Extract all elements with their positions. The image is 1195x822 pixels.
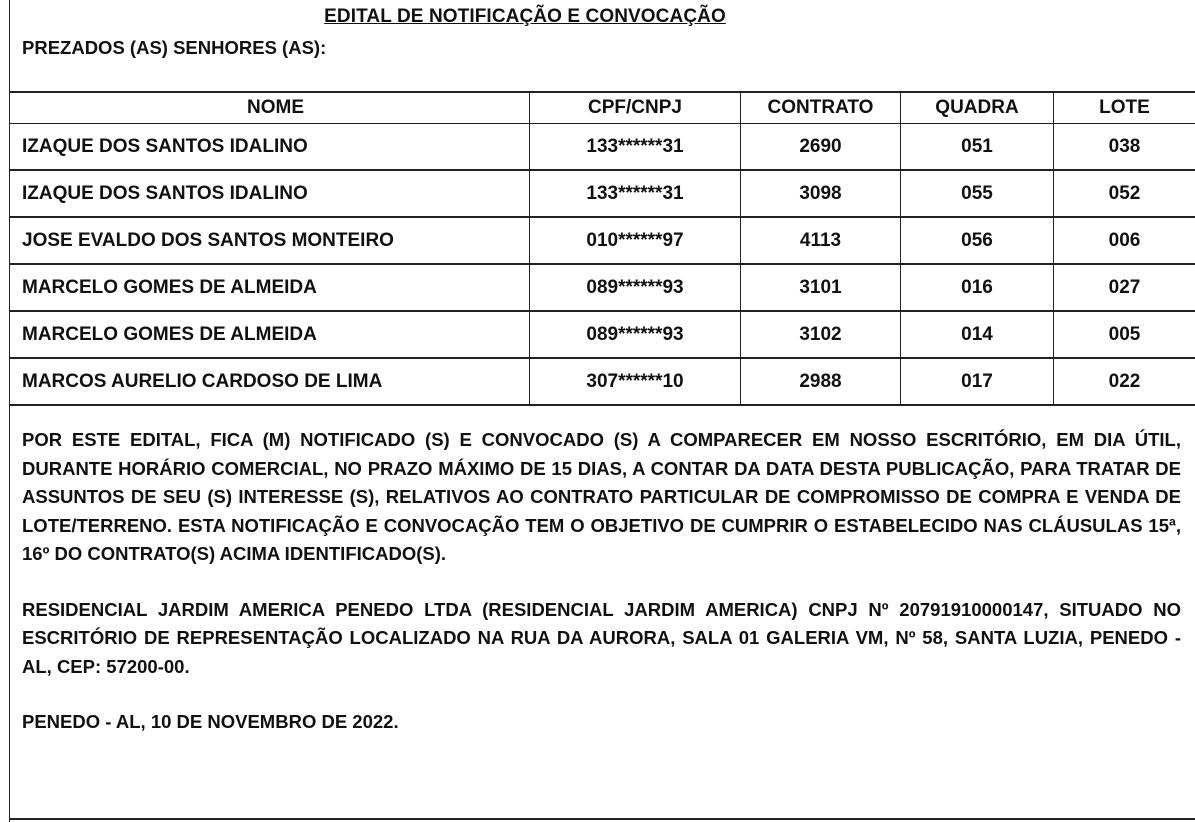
header-name: NOME — [10, 93, 530, 124]
cell-contrato: 3098 — [741, 170, 901, 217]
cell-quadra: 017 — [901, 358, 1054, 405]
cell-cpf: 307******10 — [530, 358, 741, 405]
cell-cpf: 133******31 — [530, 170, 741, 217]
cell-name: JOSE EVALDO DOS SANTOS MONTEIRO — [10, 217, 530, 264]
header-lote: LOTE — [1054, 93, 1195, 124]
header-cpf: CPF/CNPJ — [530, 93, 741, 124]
cell-name: IZAQUE DOS SANTOS IDALINO — [10, 170, 530, 217]
cell-lote: 022 — [1054, 358, 1195, 405]
body-text — [22, 426, 1181, 764]
cell-quadra: 051 — [901, 124, 1054, 171]
cell-lote: 052 — [1054, 170, 1195, 217]
cell-quadra: 055 — [901, 170, 1054, 217]
notification-table — [9, 93, 1195, 406]
cell-contrato: 3102 — [741, 311, 901, 358]
header-contrato: CONTRATO — [741, 93, 901, 124]
cell-quadra: 014 — [901, 311, 1054, 358]
header-quadra: QUADRA — [901, 93, 1054, 124]
cell-contrato: 3101 — [741, 264, 901, 311]
bottom-divider — [9, 818, 1195, 820]
notice-paragraph: POR ESTE EDITAL, FICA (M) NOTIFICADO (S) E CONVOCADO (S) A COMPARECER EM NOSSO ESCRITÓRIO, EM DIA ÚTIL, DURANTE HORÁRIO COMERCIAL, NO PRAZO MÁXIMO DE 15 DIAS, A CONTAR DA DATA DESTA PUBLICAÇÃO, PARA TRATAR DE ASSUNTOS DE SEU (S) INTERESSE (S), RELATIVOS AO CONTRATO PARTICULAR DE COMPROMISSO DE COMPRA E VENDA DE LOTE/TERRENO. ESTA NOTIFICAÇÃO E CONVOCAÇÃO TEM O OBJETIVO DE CUMPRIR O ESTABELECIDO NAS CLÁUSULAS 15ª, 16º DO CONTRATO(S) ACIMA IDENTIFICADO(S). — [22, 429, 1181, 564]
company-paragraph: RESIDENCIAL JARDIM AMERICA PENEDO LTDA (RESIDENCIAL JARDIM AMERICA) CNPJ Nº 20791910000147, SITUADO NO ESCRITÓRIO DE REPRESENTAÇÃO LOCALIZADO NA RUA DA AURORA, SALA 01 GALERIA VM, Nº 58, SANTA LUZIA, PENEDO - AL, CEP: 57200-00. — [22, 598, 1181, 677]
document-title: EDITAL DE NOTIFICAÇÃO E CONVOCAÇÃO — [324, 6, 726, 27]
table-row — [10, 311, 1195, 358]
cell-cpf: 089******93 — [530, 311, 741, 358]
cell-cpf: 089******93 — [530, 264, 741, 311]
cell-name: MARCELO GOMES DE ALMEIDA — [10, 311, 530, 358]
cell-contrato: 2690 — [741, 124, 901, 171]
cell-name: MARCELO GOMES DE ALMEIDA — [10, 264, 530, 311]
date-line: PENEDO - AL, 10 DE NOVEMBRO DE 2022. — [22, 711, 399, 732]
table-header-row — [10, 93, 1195, 124]
table-row — [10, 217, 1195, 264]
cell-lote: 006 — [1054, 217, 1195, 264]
cell-lote: 027 — [1054, 264, 1195, 311]
cell-name: MARCOS AURELIO CARDOSO DE LIMA — [10, 358, 530, 405]
table-row — [10, 264, 1195, 311]
table-row — [10, 170, 1195, 217]
cell-quadra: 016 — [901, 264, 1054, 311]
cell-lote: 038 — [1054, 124, 1195, 171]
cell-name: IZAQUE DOS SANTOS IDALINO — [10, 124, 530, 171]
cell-contrato: 2988 — [741, 358, 901, 405]
table-row — [10, 358, 1195, 405]
table-row — [10, 124, 1195, 171]
salutation: PREZADOS (AS) SENHORES (AS): — [22, 37, 327, 58]
cell-cpf: 133******31 — [530, 124, 741, 171]
cell-quadra: 056 — [901, 217, 1054, 264]
cell-contrato: 4113 — [741, 217, 901, 264]
cell-lote: 005 — [1054, 311, 1195, 358]
cell-cpf: 010******97 — [530, 217, 741, 264]
